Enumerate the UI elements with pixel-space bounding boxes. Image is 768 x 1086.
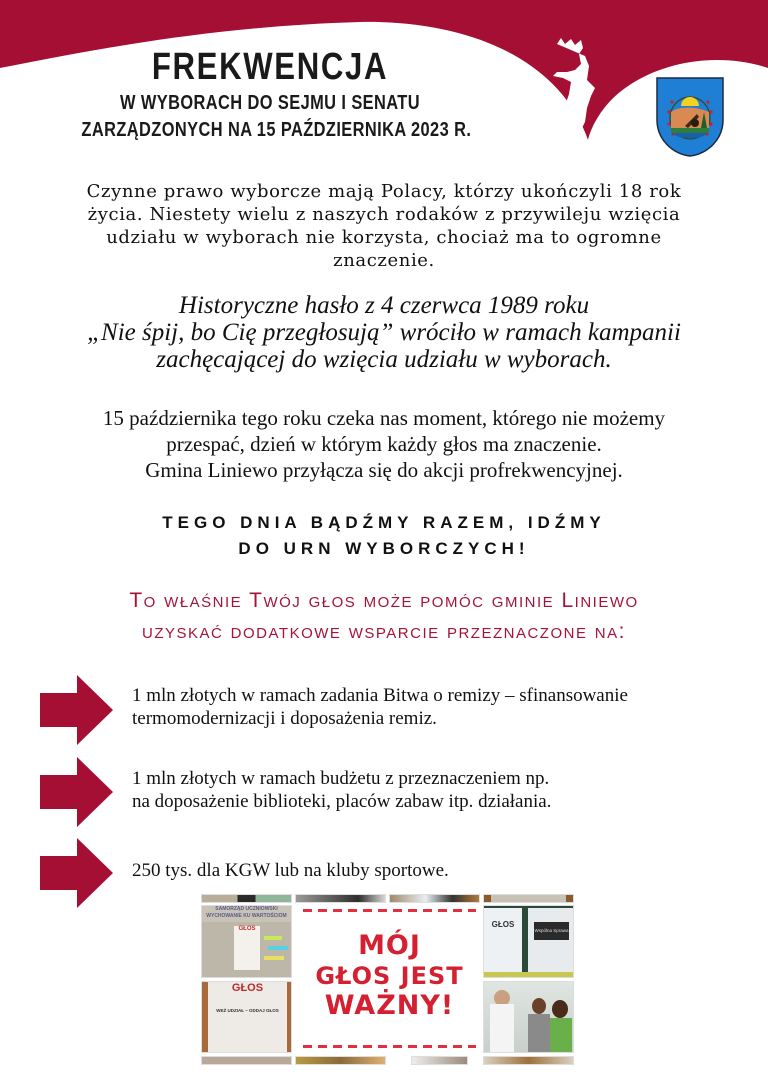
collage-photo-posters: GŁOS Wspólna Sprawa (483, 905, 574, 978)
intro-paragraph: Czynne prawo wyborcze mają Polacy, którzy ukończyli 18 rok życia. Niestety wielu z naszych rodaków z przywileju wzięcia udziału w wyborach nie korzysta, chociaż ma to ogromne znaczenie. (86, 181, 682, 271)
arrow-right-icon (40, 838, 114, 908)
card-slogan: MÓJ GŁOS JEST WAŻNY! (315, 930, 464, 1021)
photo-collage (201, 894, 574, 1065)
benefit-text: 1 mln złotych w ramach zadania Bitwa o remizy – sfinansowanie termomodernizacji i doposażenia remiz. (132, 685, 628, 729)
collage-photo-notice-board: SAMORZĄD UCZNIOWSKI WYCHOWANIE KU WARTOŚCIOM GŁOS (201, 905, 292, 978)
support-heading (20, 585, 748, 647)
support-line-2: uzyskać dodatkowe wsparcie przeznaczone na: (142, 620, 626, 643)
white-eagle-icon (535, 36, 615, 140)
subtitle-line-2: ZARZĄDZONYCH NA 15 PAŹDZIERNIKA 2023 R. (81, 119, 472, 141)
slogan-card (297, 905, 482, 1052)
date-line-1: 15 października tego roku czeka nas moment, którego nie możemy (102, 406, 666, 430)
benefit-item-2 (40, 757, 740, 827)
call-to-action (60, 510, 708, 562)
support-line-1: To właśnie Twój głos może pomóc gminie Liniewo (129, 589, 639, 612)
date-paragraph (30, 405, 738, 483)
cta-line-2: DO URN WYBORCZYCH! (238, 539, 530, 558)
slogan-paragraph (20, 292, 748, 373)
coat-of-arms-icon (655, 76, 725, 158)
collage-photo-students (483, 981, 574, 1053)
slogan-line-3: zachęcającej do wzięcia udziału w wyborach. (156, 346, 612, 373)
collage-photo (201, 894, 292, 903)
slogan-line-1: Historyczne hasło z 4 czerwca 1989 roku (178, 292, 590, 319)
date-line-2: przespać, dzień w którym każdy głos ma znaczenie. (166, 432, 602, 456)
arrow-right-icon (40, 675, 114, 745)
collage-photo (483, 1056, 574, 1065)
collage-photo (411, 1056, 468, 1065)
benefit-text: 250 tys. dla KGW lub na kluby sportowe. (132, 860, 449, 881)
collage-photo (201, 1056, 292, 1065)
benefit-text: 1 mln złotych w ramach budżetu z przeznaczeniem np. na doposażenie biblioteki, placów zabaw itp. działania. (132, 768, 552, 812)
collage-photo (483, 894, 574, 903)
date-line-3: Gmina Liniewo przyłącza się do akcji profrekwencyjnej. (145, 458, 623, 482)
collage-photo-poster: GŁOS WEŹ UDZIAŁ – ODDAJ GŁOS (201, 981, 292, 1053)
collage-photo (295, 894, 386, 903)
title-block (40, 44, 500, 144)
benefit-item-1 (40, 675, 740, 747)
collage-photo (389, 894, 480, 903)
page-title: FREKWENCJA (151, 46, 389, 88)
collage-photo (295, 1056, 386, 1065)
slogan-line-2: „Nie śpij, bo Cię przegłosują” wróciło w ramach kampanii (87, 319, 681, 346)
subtitle-line-1: W WYBORACH DO SEJMU I SENATU (119, 92, 420, 114)
cta-line-1: TEGO DNIA BĄDŹMY RAZEM, IDŹMY (162, 513, 606, 532)
arrow-right-icon (40, 757, 114, 827)
